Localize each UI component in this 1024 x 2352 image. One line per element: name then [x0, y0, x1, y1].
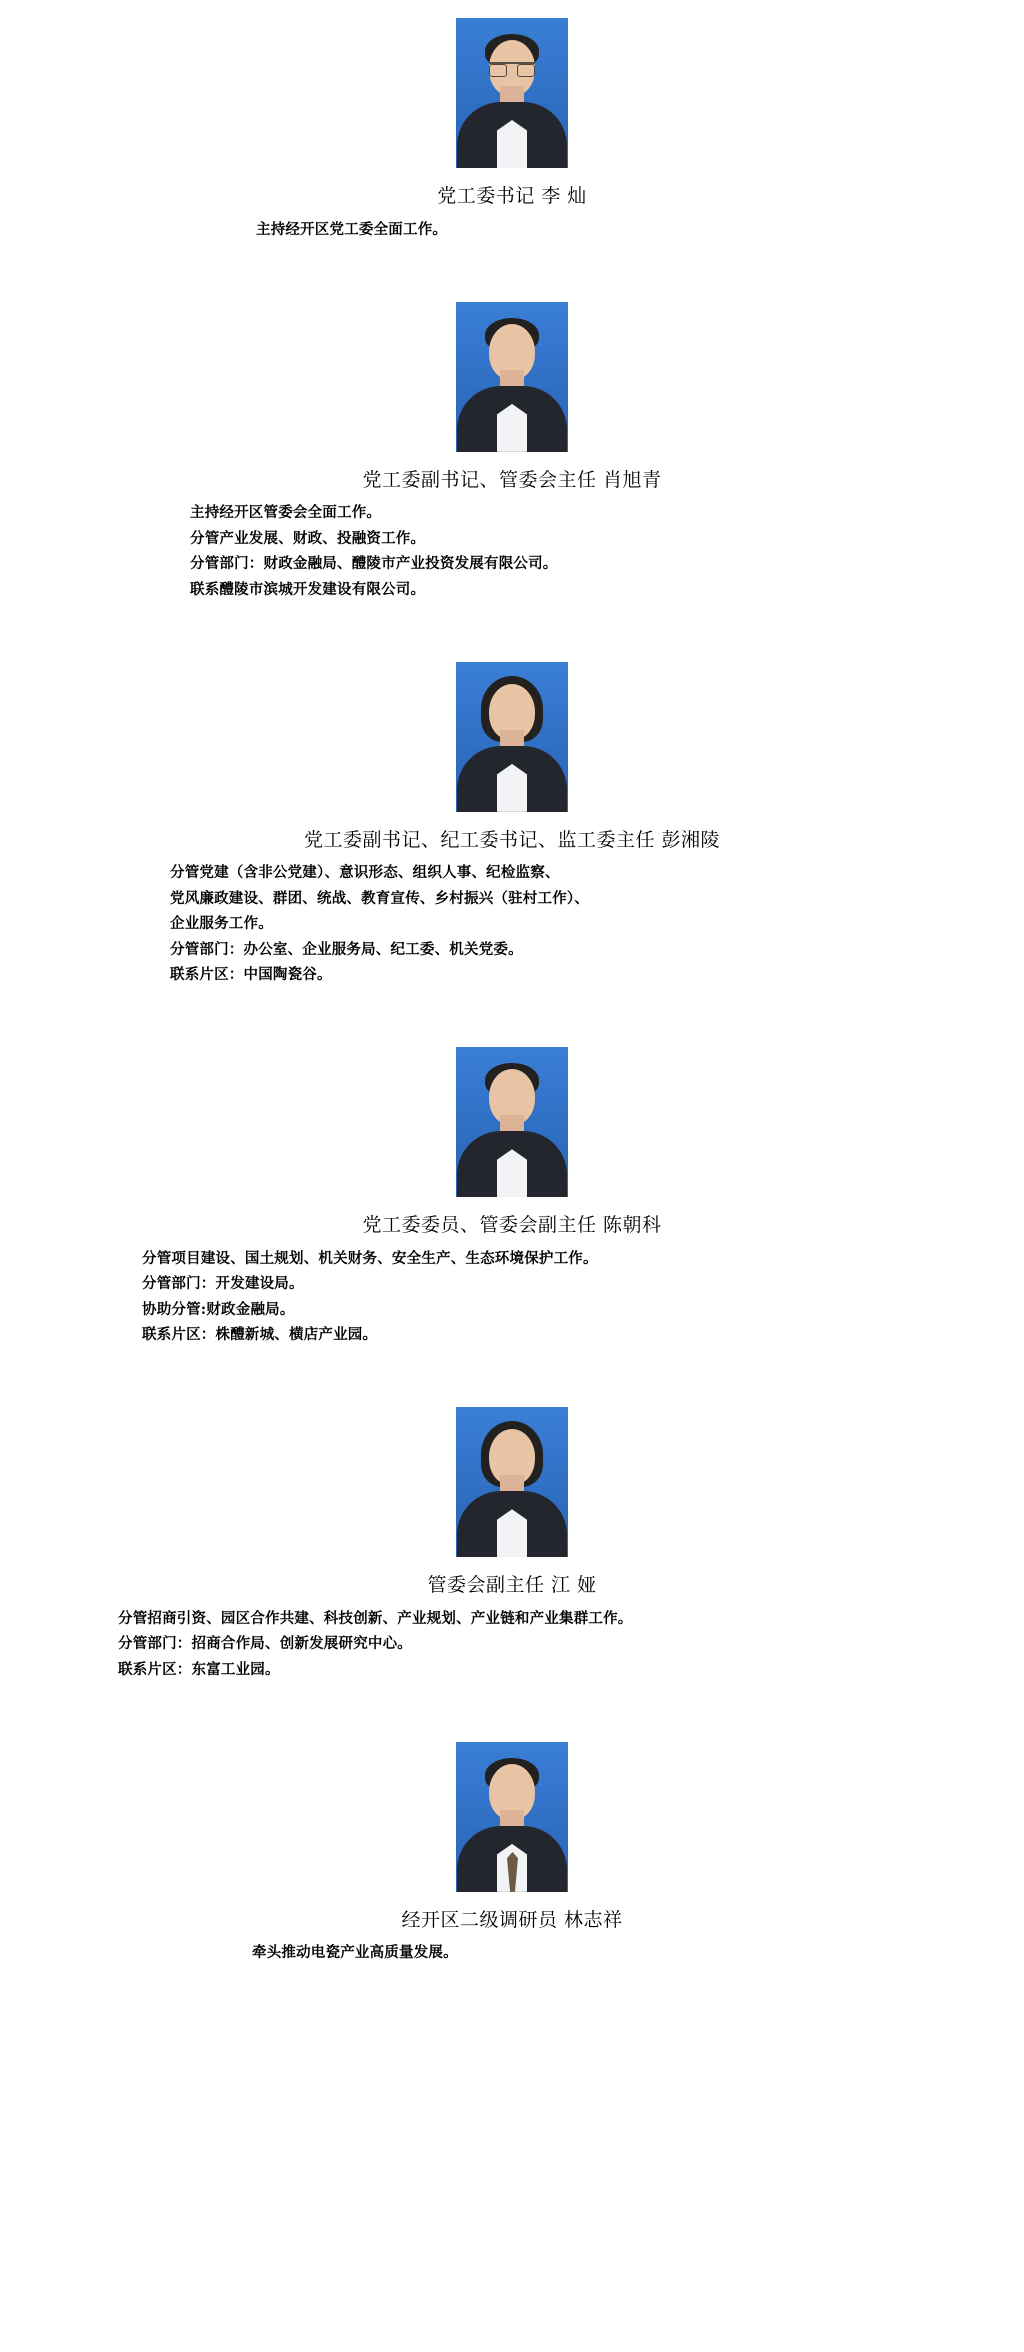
duty-line: 分管产业发展、财政、投融资工作。: [190, 529, 426, 547]
person-duties: [256, 217, 556, 242]
person-duties: [118, 1606, 738, 1682]
duty-line: 分管党建（含非公党建）、意识形态、组织人事、纪检监察、: [170, 864, 560, 882]
person-duties: [190, 500, 710, 602]
person-title: 经开区二级调研员 林志祥: [401, 1908, 623, 1931]
person-duties: [252, 1940, 552, 1965]
duty-line: 协助分管:财政金融局。: [142, 1300, 295, 1318]
duty-line: 主持经开区党工委全面工作。: [256, 220, 448, 238]
person-duties: [170, 860, 710, 987]
section-spacer: [0, 608, 1024, 662]
person-duties: [142, 1246, 742, 1348]
duty-line: 牵头推动电瓷产业高质量发展。: [252, 1944, 458, 1962]
duty-line: 联系片区：株醴新城、横店产业园。: [142, 1325, 378, 1343]
person-entry: [0, 1407, 1024, 1682]
duty-line: 分管部门：财政金融局、醴陵市产业投资发展有限公司。: [190, 555, 558, 573]
portrait-photo: [456, 662, 568, 812]
portrait-photo-wrap: [0, 302, 1024, 452]
person-title: 党工委委员、管委会副主任 陈朝科: [362, 1214, 662, 1237]
duty-line: 分管部门：办公室、企业服务局、纪工委、机关党委。: [170, 940, 523, 958]
portrait-photo: [456, 1407, 568, 1557]
section-spacer: [0, 1688, 1024, 1742]
person-entry: [0, 662, 1024, 987]
portrait-photo: [456, 1047, 568, 1197]
duty-line: 主持经开区管委会全面工作。: [190, 504, 382, 522]
portrait-photo-wrap: [0, 18, 1024, 168]
person-title: 党工委书记 李 灿: [437, 185, 587, 207]
page-bottom-spacer: [0, 1972, 1024, 2000]
portrait-photo-wrap: [0, 1407, 1024, 1557]
duty-line: 分管招商引资、园区合作共建、科技创新、产业规划、产业链和产业集群工作。: [118, 1609, 633, 1627]
portrait-photo-wrap: [0, 1047, 1024, 1197]
section-spacer: [0, 248, 1024, 302]
portrait-photo: [456, 302, 568, 452]
person-entry: [0, 1742, 1024, 1966]
person-entry: [0, 302, 1024, 602]
duty-line: 分管部门：开发建设局。: [142, 1275, 304, 1293]
duty-line: 联系片区：中国陶瓷谷。: [170, 965, 332, 983]
person-entry: [0, 18, 1024, 242]
portrait-photo-wrap: [0, 1742, 1024, 1892]
person-entry: [0, 1047, 1024, 1347]
portrait-photo: [456, 18, 568, 168]
section-spacer: [0, 993, 1024, 1047]
portrait-photo-wrap: [0, 662, 1024, 812]
duty-line: 分管项目建设、国土规划、机关财务、安全生产、生态环境保护工作。: [142, 1249, 598, 1267]
duty-line: 企业服务工作。: [170, 915, 273, 933]
section-spacer: [0, 1353, 1024, 1407]
glasses-icon: [489, 62, 535, 76]
portrait-photo: [456, 1742, 568, 1892]
person-title: 管委会副主任 江 娅: [427, 1574, 597, 1597]
duty-line: 联系醴陵市滨城开发建设有限公司。: [190, 580, 426, 598]
duty-line: 分管部门：招商合作局、创新发展研究中心。: [118, 1635, 412, 1653]
person-title: 党工委副书记、纪工委书记、监工委主任 彭湘陵: [303, 828, 721, 851]
duty-line: 党风廉政建设、群团、统战、教育宣传、乡村振兴（驻村工作）、: [170, 889, 590, 907]
duty-line: 联系片区：东富工业园。: [118, 1660, 280, 1678]
person-title: 党工委副书记、管委会主任 肖旭青: [362, 468, 662, 491]
